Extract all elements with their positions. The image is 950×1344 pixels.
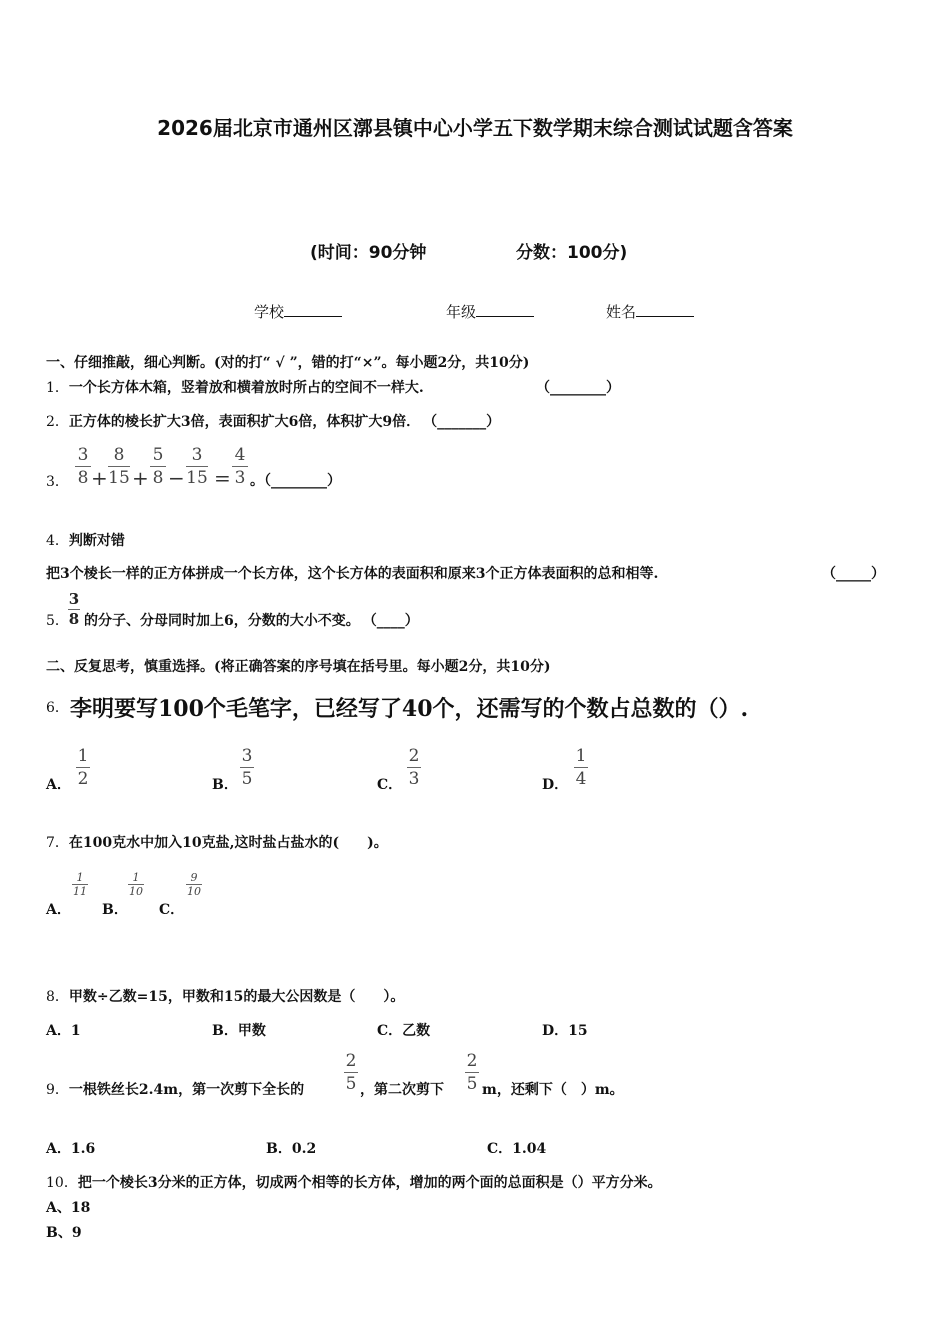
q8-option-b[interactable]: B．甲数: [212, 1023, 266, 1039]
q9-fraction-2: 2 5: [466, 1051, 478, 1094]
q5-fraction: 3 8: [68, 590, 80, 628]
q10-option-b[interactable]: B、9: [46, 1225, 82, 1241]
question-8: [46, 986, 404, 1006]
section2-heading: 二、反复思考，慎重选择。(将正确答案的序号填在括号里。每小题2分，共10分): [46, 659, 551, 675]
q1-text: 一个长方体木箱，竖着放和横着放时所占的空间不一样大.: [68, 380, 424, 396]
q8-option-a[interactable]: A．1: [46, 1023, 81, 1039]
q9-option-a[interactable]: A．1.6: [46, 1141, 96, 1157]
question-9: [46, 1079, 304, 1099]
q2-number: 2．: [46, 414, 69, 430]
q8-option-d[interactable]: D．15: [542, 1023, 588, 1039]
question-1: [46, 377, 424, 397]
q4-title: 判断对错: [68, 533, 125, 549]
q6-number: 6．: [46, 700, 69, 716]
q7-text: 在100克水中加入10克盐,这时盐占盐水的( )。: [68, 835, 388, 851]
q8-text: 甲数÷乙数=15，甲数和15的最大公因数是（ ）。: [68, 989, 405, 1005]
school-label: 学校: [254, 303, 285, 321]
q9-number: 9．: [46, 1082, 69, 1098]
q7-option-b-label[interactable]: B．: [102, 902, 128, 918]
page-title: 2026届北京市通州区漷县镇中心小学五下数学期末综合测试试题含答案: [157, 116, 793, 140]
q9-text-3: m，还剩下（ ）m。: [482, 1082, 624, 1098]
q7-option-b-fraction: 1 10: [129, 871, 143, 898]
exam-time: (时间：90分钟: [310, 243, 427, 263]
q6-option-b-fraction: 3 5: [241, 746, 253, 789]
q5-number: 5．: [46, 613, 69, 629]
q3-number: 3．: [46, 474, 69, 490]
q10-number: 10．: [46, 1175, 78, 1191]
school-field[interactable]: [254, 301, 342, 322]
question-7: [46, 832, 388, 852]
q9-option-b[interactable]: B．0.2: [266, 1141, 317, 1157]
q8-option-c[interactable]: C．乙数: [377, 1023, 431, 1039]
q3-answer-blank[interactable]: 。（________）: [250, 473, 341, 489]
question-2: [46, 411, 500, 431]
q6-option-a-fraction: 1 2: [77, 746, 89, 789]
q1-number: 1．: [46, 380, 69, 396]
q4-answer-blank[interactable]: （_____）: [822, 566, 885, 582]
q9-text-2: ，第二次剪下: [360, 1082, 444, 1098]
q9-option-c[interactable]: C．1.04: [487, 1141, 547, 1157]
q3-operator-4: =: [214, 466, 231, 490]
question-10: [46, 1172, 662, 1192]
q1-answer-blank[interactable]: （________）: [536, 380, 620, 396]
q7-option-c-fraction: 9 10: [187, 871, 201, 898]
q7-option-c-label[interactable]: C．: [159, 902, 185, 918]
q3-fraction-4: 3 15: [186, 445, 208, 488]
q9-text-1: 一根铁丝长2.4m，第一次剪下全长的: [68, 1082, 305, 1098]
q6-option-b-label[interactable]: B．: [212, 777, 238, 793]
q6-option-a-label[interactable]: A．: [46, 777, 71, 793]
grade-field[interactable]: [446, 301, 534, 322]
q7-option-a-fraction: 1 11: [73, 871, 87, 898]
name-field[interactable]: [606, 301, 694, 322]
q3-operator-3: −: [168, 466, 185, 490]
q3-operator-1: +: [91, 466, 108, 490]
q10-option-a[interactable]: A、18: [46, 1200, 91, 1216]
q3-fraction-3: 5 8: [150, 446, 166, 487]
q2-text: 正方体的棱长扩大3倍，表面积扩大6倍，体积扩大9倍．: [68, 414, 421, 430]
q7-option-a-label[interactable]: A．: [46, 902, 71, 918]
question-4-title: [46, 530, 125, 550]
q6-option-d-label[interactable]: D．: [542, 777, 569, 793]
q3-operator-2: +: [132, 466, 149, 490]
q3-fraction-2: 8 15: [108, 445, 130, 488]
q7-number: 7．: [46, 835, 69, 851]
q4-number: 4．: [46, 533, 69, 549]
q3-fraction-1: 3 8: [75, 446, 91, 487]
grade-label: 年级: [446, 303, 477, 321]
q10-text: 把一个棱长3分米的正方体，切成两个相等的长方体，增加的两个面的总面积是（）平方分米。: [77, 1175, 662, 1191]
q2-answer-blank[interactable]: （_______）: [430, 414, 501, 430]
q6-option-c-label[interactable]: C．: [377, 777, 403, 793]
q3-fraction-5: 4 3: [232, 446, 248, 487]
exam-score: 分数：100分): [516, 243, 628, 263]
q6-option-c-fraction: 2 3: [408, 746, 420, 789]
q4-text: 把3个棱长一样的正方体拼成一个长方体，这个长方体的表面积和原来3个正方体表面积的总和相等.: [46, 566, 659, 582]
q6-text: 李明要写100个毛笔字，已经写了40个，还需写的个数占总数的（）.: [70, 696, 749, 722]
name-label: 姓名: [606, 303, 637, 321]
q5-answer-blank[interactable]: （____）: [369, 613, 419, 629]
q5-text: 的分子、分母同时加上6，分数的大小不变。 （____）: [84, 613, 419, 629]
section1-heading: 一、仔细推敲，细心判断。(对的打“ √ ”，错的打“×”。每小题2分，共10分): [46, 355, 530, 371]
q9-fraction-1: 2 5: [345, 1051, 357, 1094]
q6-option-d-fraction: 1 4: [575, 746, 587, 789]
q8-number: 8．: [46, 989, 69, 1005]
